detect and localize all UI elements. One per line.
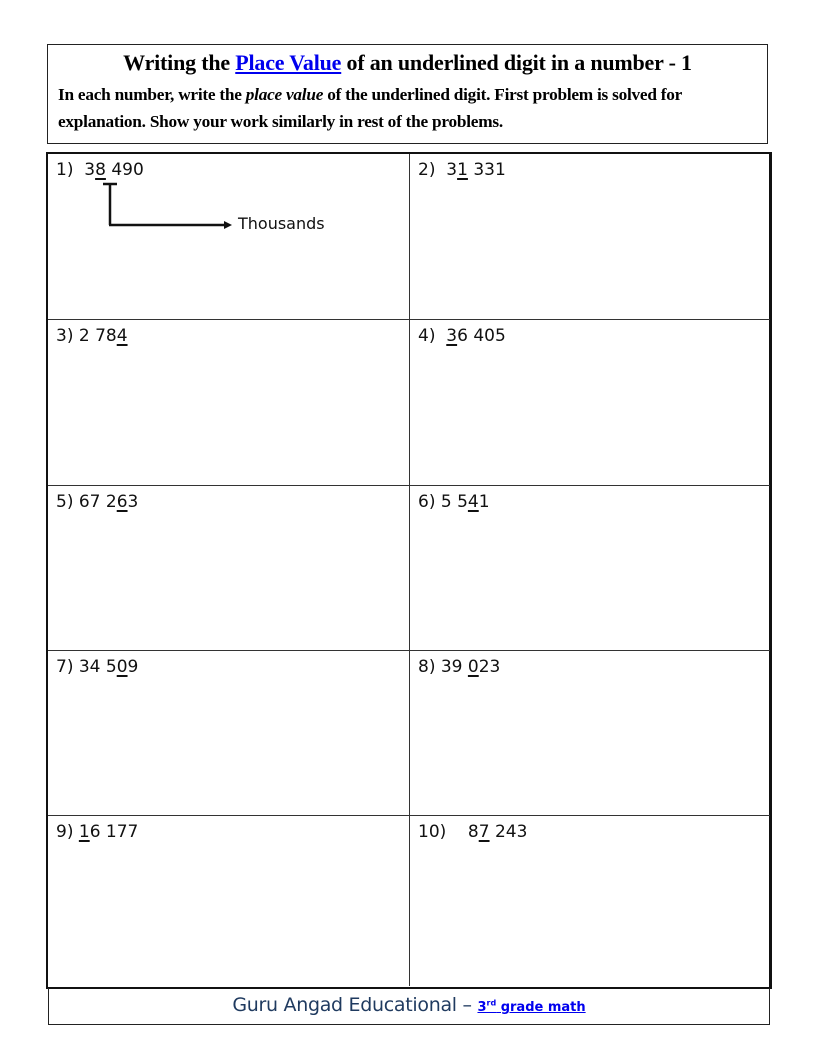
problem-cell-4[interactable] — [410, 320, 770, 486]
problem-number: 31 331 — [446, 160, 506, 180]
problem-number: 5 541 — [440, 492, 490, 512]
problem-number: 39 023 — [440, 657, 501, 677]
underlined-digit: 1 — [457, 160, 468, 180]
problem-4 — [418, 326, 506, 346]
underlined-digit: 8 — [95, 160, 106, 180]
underlined-digit: 4 — [116, 326, 128, 346]
problem-cell-5[interactable] — [48, 486, 410, 651]
problem-number: 67 263 — [78, 492, 139, 512]
problem-6 — [418, 492, 490, 512]
problem-10 — [418, 822, 527, 842]
problem-label: 4) — [418, 326, 436, 346]
problem-label: 10) — [418, 822, 447, 842]
instructions — [58, 81, 759, 135]
problem-3 — [56, 326, 128, 346]
problem-2 — [418, 160, 506, 180]
underlined-digit: 1 — [78, 822, 90, 842]
problem-5 — [56, 492, 138, 512]
problem-cell-6[interactable] — [410, 486, 770, 651]
worksheet-header — [47, 44, 768, 144]
problem-number: 2 784 — [78, 326, 128, 346]
arrow-connector-icon — [48, 154, 410, 320]
instructions-emphasis: place value — [245, 85, 324, 104]
title-prefix: Writing the — [123, 50, 236, 75]
underlined-digit: 6 — [116, 492, 128, 512]
problem-label: 6) — [418, 492, 436, 512]
title-suffix: of an underlined digit in a number - 1 — [341, 50, 692, 75]
problem-cell-9[interactable] — [48, 816, 410, 986]
problem-cell-1[interactable] — [48, 154, 410, 320]
instructions-part1: In each number, write the — [58, 85, 246, 104]
underlined-digit: 3 — [446, 326, 458, 346]
problem-label: 9) — [56, 822, 74, 842]
underlined-digit: 0 — [116, 657, 128, 677]
problem-label: 7) — [56, 657, 74, 677]
problem-9 — [56, 822, 138, 842]
problem-label: 3) — [56, 326, 74, 346]
problem-number: 36 405 — [446, 326, 506, 346]
problem-label: 8) — [418, 657, 436, 677]
grade-math-link[interactable]: 3rd grade math — [477, 998, 586, 1015]
problem-cell-3[interactable] — [48, 320, 410, 486]
footer — [48, 988, 770, 1025]
problem-label: 5) — [56, 492, 74, 512]
footer-brand: Guru Angad Educational – — [232, 994, 478, 1016]
problem-grid — [46, 152, 772, 989]
place-value-link[interactable]: Place Value — [235, 50, 342, 75]
problem-cell-2[interactable] — [410, 154, 770, 320]
answer-thousands: Thousands — [238, 214, 325, 233]
instructions-part2: of the underlined digit. First problem is solved for explanation. Show your work similarly in rest of the problems. — [58, 85, 682, 131]
problem-cell-8[interactable] — [410, 651, 770, 816]
problem-number: 38 490 — [84, 160, 144, 180]
underlined-digit: 4 — [467, 492, 479, 512]
problem-label: 2) — [418, 160, 436, 180]
problem-number: 87 243 — [467, 822, 528, 842]
underlined-digit: 0 — [467, 657, 479, 677]
worksheet-title — [48, 50, 767, 76]
problem-number: 16 177 — [78, 822, 139, 842]
problem-cell-10[interactable] — [410, 816, 770, 986]
problem-7 — [56, 657, 138, 677]
problem-8 — [418, 657, 500, 677]
underlined-digit: 7 — [478, 822, 490, 842]
problem-cell-7[interactable] — [48, 651, 410, 816]
problem-number: 34 509 — [78, 657, 139, 677]
problem-label: 1) — [56, 160, 74, 180]
